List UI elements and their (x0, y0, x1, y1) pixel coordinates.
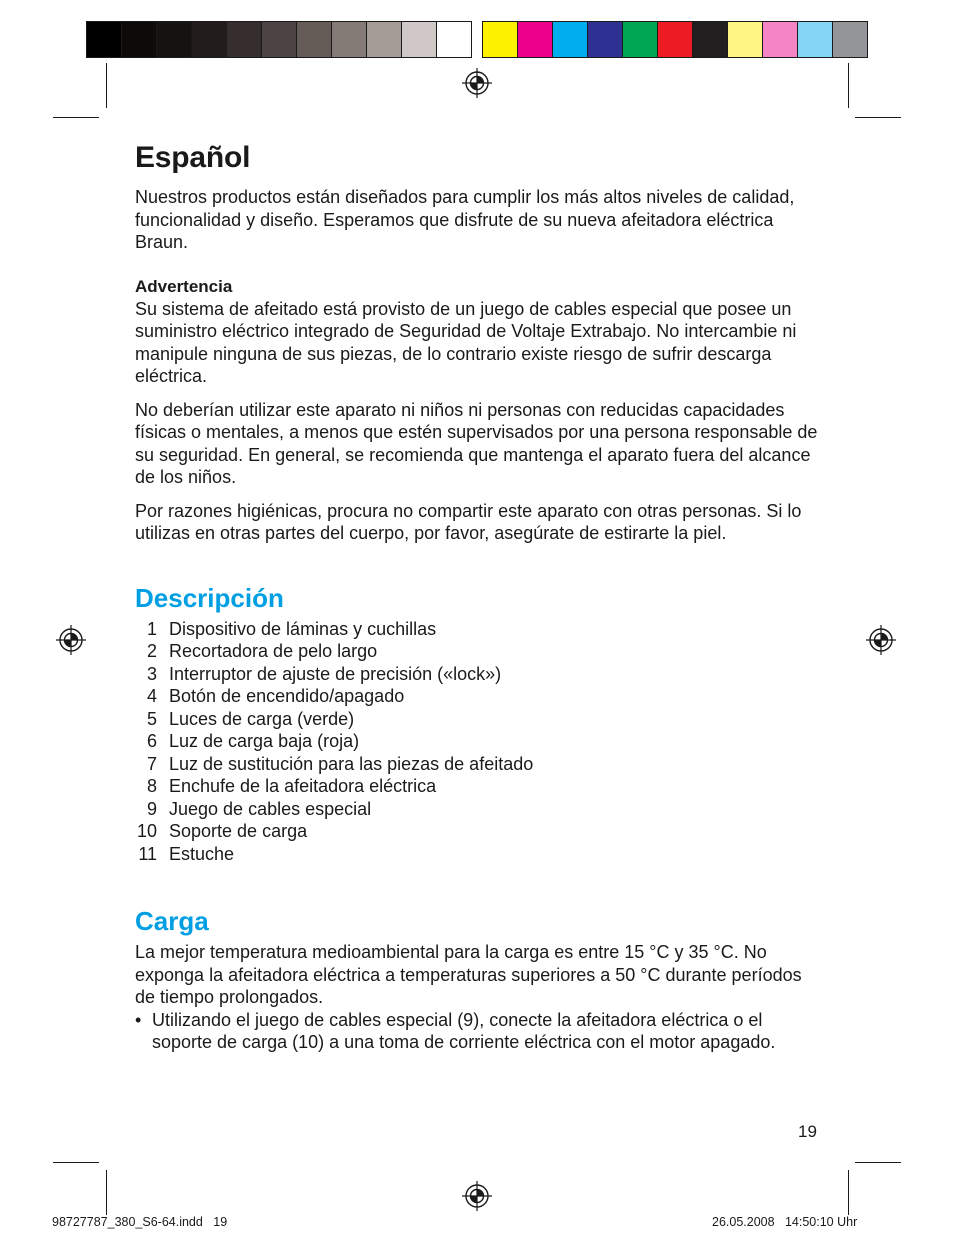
list-item-text: Soporte de carga (169, 821, 308, 841)
footer-file-text: 98727787_380_S6-64.indd 19 (52, 1215, 228, 1229)
charging-paragraph: La mejor temperatura medioambiental para la carga es entre 15 °C y 35 °C. No exponga la afeitadora eléctrica a temperaturas superiores a 50 °C durante períodos de tiempo prolongados. (135, 942, 802, 1007)
list-item-number: 5 (146, 708, 157, 729)
charging-bullet (135, 1009, 825, 1054)
grayscale-color-bar (86, 21, 472, 58)
footer-datetime (712, 1215, 857, 1229)
charging-bullet-text: Utilizando el juego de cables especial (9), conecte la afeitadora eléctrica o el soporte de carga (10) a una toma de corriente eléctrica con el motor apagado. (152, 1009, 776, 1052)
color-swatch (437, 22, 471, 57)
list-item-number: 10 (136, 821, 157, 841)
list-item (135, 843, 825, 866)
list-item-number: 9 (146, 798, 157, 819)
crop-mark-top-left-vertical (106, 63, 107, 108)
list-item-number: 11 (138, 843, 157, 864)
list-item (135, 708, 825, 731)
list-item-text: Luces de carga (verde) (169, 708, 355, 729)
list-item (135, 753, 825, 776)
hygiene-paragraph: Por razones higiénicas, procura no compartir este aparato con otras personas. Si lo utilizas en otras partes del cuerpo, por favor, asegúrate de estirarte la piel. (135, 500, 802, 543)
list-item-number: 8 (146, 776, 157, 796)
color-swatch (588, 22, 623, 57)
list-item-text: Botón de encendido/apagado (169, 686, 405, 706)
list-item-text: Juego de cables especial (169, 798, 372, 819)
list-item-text: Dispositivo de láminas y cuchillas (169, 618, 437, 639)
page-title: Español (135, 141, 251, 174)
list-item-number: 1 (146, 618, 157, 639)
color-swatch (297, 22, 332, 57)
color-swatch (332, 22, 367, 57)
list-item-number: 2 (146, 641, 157, 661)
list-item-number: 6 (146, 731, 157, 751)
list-item (135, 775, 825, 798)
list-item-text: Interruptor de ajuste de precisión («lock») (169, 663, 502, 684)
color-swatch (87, 22, 122, 57)
color-swatch (798, 22, 833, 57)
list-item (135, 663, 825, 686)
parts-list (135, 618, 825, 866)
list-item-text: Enchufe de la afeitadora eléctrica (169, 776, 437, 796)
color-swatch (623, 22, 658, 57)
crop-mark-bottom-left-horizontal (53, 1162, 99, 1163)
crop-mark-bottom-right-horizontal (855, 1162, 901, 1163)
list-item (135, 820, 825, 843)
list-item (135, 798, 825, 821)
list-item (135, 730, 825, 753)
crop-mark-top-right-vertical (848, 63, 849, 108)
color-swatch (192, 22, 227, 57)
registration-mark-icon (56, 625, 86, 655)
list-item-number: 4 (146, 686, 157, 706)
footer-file-info (52, 1215, 227, 1229)
registration-mark-icon (866, 625, 896, 655)
registration-mark-icon (462, 68, 492, 98)
color-swatch (693, 22, 728, 57)
crop-mark-bottom-right-vertical (848, 1170, 849, 1215)
list-item-text: Luz de carga baja (roja) (169, 731, 360, 751)
warning-paragraph: Su sistema de afeitado está provisto de un juego de cables especial que posee un suministro eléctrico integrado de Seguridad de Voltaje Extrabajo. No intercambie ni manipule ninguna de sus piezas, de lo contrario existe riesgo de sufrir descarga eléctrica. (135, 298, 797, 386)
section-heading-carga: Carga (135, 906, 209, 936)
color-swatch (483, 22, 518, 57)
color-swatch (763, 22, 798, 57)
color-swatch (157, 22, 192, 57)
color-swatch (227, 22, 262, 57)
color-swatch (262, 22, 297, 57)
crop-mark-top-right-horizontal (855, 117, 901, 118)
bullet-icon: • (135, 1009, 142, 1030)
list-item-text: Recortadora de pelo largo (169, 641, 378, 661)
warning-heading: Advertencia (135, 276, 233, 296)
crop-mark-bottom-left-vertical (106, 1170, 107, 1215)
registration-mark-icon (462, 1181, 492, 1211)
page-number: 19 (798, 1122, 817, 1141)
footer-datetime-text: 26.05.2008 14:50:10 Uhr (712, 1215, 858, 1229)
section-heading-descripcion: Descripción (135, 582, 284, 613)
color-swatch (833, 22, 867, 57)
color-swatch (728, 22, 763, 57)
list-item-text: Estuche (169, 843, 235, 864)
color-swatch (367, 22, 402, 57)
safety-paragraph: No deberían utilizar este aparato ni niños ni personas con reducidas capacidades físicas o mentales, a menos que estén supervisados por una persona responsable de su seguridad. En general, se recomienda que mantenga el aparato fuera del alcance de los niños. (135, 399, 818, 487)
intro-paragraph: Nuestros productos están diseñados para cumplir los más altos niveles de calidad, funcionalidad y diseño. Esperamos que disfrute de su nueva afeitadora eléctrica Braun. (135, 187, 795, 252)
crop-mark-top-left-horizontal (53, 117, 99, 118)
color-swatch (402, 22, 437, 57)
list-item (135, 685, 825, 708)
color-swatch (658, 22, 693, 57)
list-item-number: 7 (146, 753, 157, 774)
color-swatch (122, 22, 157, 57)
process-color-bar (482, 21, 868, 58)
color-swatch (553, 22, 588, 57)
list-item (135, 618, 825, 641)
page-content (135, 138, 825, 1054)
list-item (135, 640, 825, 663)
list-item-number: 3 (146, 663, 157, 684)
list-item-text: Luz de sustitución para las piezas de afeitado (169, 753, 534, 774)
color-swatch (518, 22, 553, 57)
